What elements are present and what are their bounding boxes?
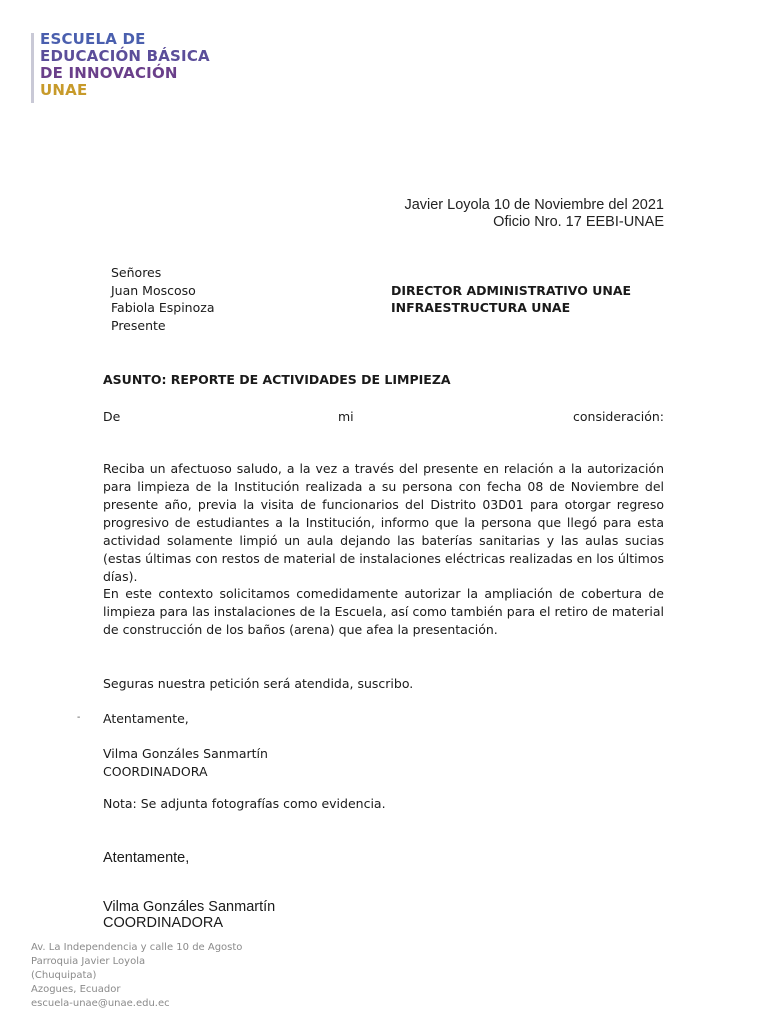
footer-locality: (Chuquipata) [31, 970, 97, 981]
place-date: Javier Loyola 10 de Noviembre del 2021 [404, 197, 664, 213]
logo-line-4: UNAE [40, 81, 88, 99]
recipient-name-1: Juan Mosсoso [111, 283, 196, 298]
signer-name-2: Vilma Gonzáles Sanmartín [103, 899, 276, 915]
signer-role: COORDINADORA [103, 764, 208, 779]
recipient-department-1: DIRECTOR ADMINISTRATIVO UNAE [391, 283, 632, 298]
logo-accent-bar [31, 33, 34, 103]
signer-role-2: COORDINADORA [103, 915, 224, 931]
footer-city: Azogues, Ecuador [31, 984, 121, 995]
body-paragraph-2: En este contexto solicitamos comedidamente autorizar la ampliación de cobertura de limpieza para las instalaciones de la Escuela, así como también para el retiro de material de construcción de los baños (arena) que afea la presentación. [103, 586, 664, 637]
closing-regards-2: Atentamente, [103, 850, 190, 866]
recipient-department-2: INFRAESTRUCTURA UNAE [391, 300, 571, 315]
footer-email: escuela-unae@unae.edu.ec [31, 998, 170, 1009]
recipient-greeting: Señores [111, 265, 162, 280]
footer-parish: Parroquia Javier Loyola [31, 956, 146, 967]
recipient-name-2: Fabiola Espinoza [111, 300, 215, 315]
salutation-word-2: mi [338, 409, 354, 424]
salutation-word-3: consideración: [573, 409, 664, 424]
logo-line-3: DE INNOVACIÓN [40, 64, 178, 82]
closing-regards: Atentamente, [103, 711, 189, 726]
recipient-presente: Presente [111, 318, 166, 333]
signer-name: Vilma Gonzáles Sanmartín [103, 746, 268, 761]
salutation-word-1: De [103, 409, 121, 424]
footer-address: Av. La Independencia y calle 10 de Agosto [31, 942, 243, 953]
logo-line-1: ESCUELA DE [40, 30, 146, 48]
subject-line: ASUNTO: REPORTE DE ACTIVIDADES DE LIMPIEZA [103, 372, 451, 387]
office-number: Oficio Nro. 17 EEBI-UNAE [493, 214, 664, 230]
stray-mark: - [77, 712, 81, 723]
body-paragraph-1: Reciba un afectuoso saludo, a la vez a través del presente en relación a la autorización para limpieza de la Institución realizada a su persona con fecha 08 de Noviembre del presente año, previa la visita de funcionarios del Distrito 03D01 para otorgar regreso progresivo de estudiantes a la Institución, informo que la persona que llegó para esta actividad solamente limpió un aula dejando las baterías sanitarias y las aulas sucias (estas últimas con restos de material de instalaciones eléctricas realizadas en los últimos días). [103, 461, 664, 584]
petition-line: Seguras nuestra petición será atendida, suscribo. [103, 676, 414, 691]
evidence-note: Nota: Se adjunta fotografías como evidencia. [103, 796, 386, 811]
logo-line-2: EDUCACIÓN BÁSICA [40, 47, 210, 65]
